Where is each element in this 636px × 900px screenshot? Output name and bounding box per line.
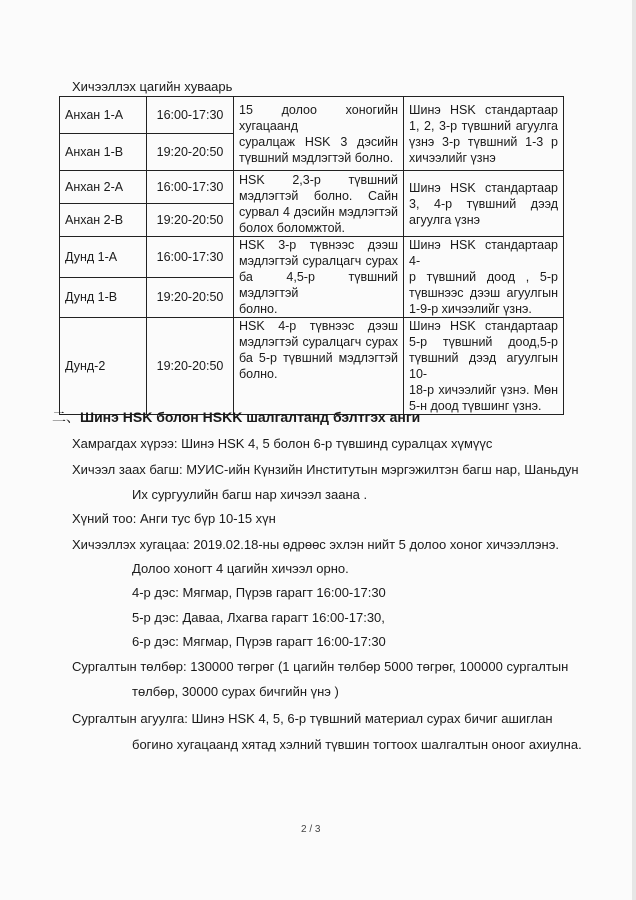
schedule-title: Хичээллэх цагийн хуваарь — [72, 79, 233, 94]
class-time: 16:00-17:30 — [147, 237, 234, 278]
level-6-schedule: 6-р дэс: Мягмар, Пүрэв гарагт 16:00-17:30 — [132, 634, 386, 649]
course-content: Шинэ HSK стандартаар 3, 4-р түвшний дээд агуулга үзнэ — [404, 171, 564, 237]
course-content: Шинэ HSK стандартаар 5-р түвшний доод,5-р түвшний дээд агуулгын 10- 18-р хичээлийг үзнэ. Мөн 5-н доод түвшинг үзнэ. — [404, 318, 564, 415]
class-name: Анхан 1-А — [60, 97, 147, 134]
table-row — [60, 237, 564, 278]
tuition-fee: Сургалтын төлбөр: 130000 төгрөг (1 цагийн төлбөр 5000 төгрөг, 100000 сургалтын — [72, 659, 569, 674]
class-time: 16:00-17:30 — [147, 97, 234, 134]
class-time: 19:20-20:50 — [147, 318, 234, 415]
section-title: Шинэ HSK болон HSKK шалгалтанд бэлтгэх анги — [80, 409, 421, 425]
class-time: 16:00-17:30 — [147, 171, 234, 204]
class-time: 19:20-20:50 — [147, 204, 234, 237]
table-row — [60, 318, 564, 415]
target-audience: Хамрагдах хүрээ: Шинэ HSK 4, 5 болон 6-р түвшинд суралцах хүмүүс — [72, 436, 493, 451]
level-5-schedule: 5-р дэс: Даваа, Лхагва гарагт 16:00-17:30, — [132, 610, 385, 625]
course-content: Шинэ HSK стандартаар 1, 2, 3-р түвшний агуулга үзнэ 3-р түвшний 1-3 р хичээлийг үзнэ — [404, 97, 564, 171]
course-duration: Хичээллэх хугацаа: 2019.02.18-ны өдрөөс эхлэн нийт 5 долоо хоног хичээллэнэ. — [72, 537, 559, 552]
schedule-table — [59, 96, 564, 415]
class-name: Анхан 2-А — [60, 171, 147, 204]
class-time: 19:20-20:50 — [147, 134, 234, 171]
class-time: 19:20-20:50 — [147, 277, 234, 318]
level-4-schedule: 4-р дэс: Мягмар, Пүрэв гарагт 16:00-17:30 — [132, 585, 386, 600]
section-number: 二、 — [52, 409, 80, 425]
level-description: HSK 3-р түвнээс дээш мэдлэгтэй суралцагч сурах ба 4,5-р түвшний мэдлэгтэй болно. — [234, 237, 404, 318]
course-content-line: Сургалтын агуулга: Шинэ HSK 4, 5, 6-р түвшний материал сурах бичиг ашиглан — [72, 711, 553, 726]
page-number: 2 / 3 — [301, 824, 321, 835]
course-content: Шинэ HSK стандартаар 4- р түвшний доод , 5-р түвшнээс дээш агуулгын 1-9-р хичээлийг үзнэ. — [404, 237, 564, 318]
level-description: 15 долоо хоногийн хугацаанд суралцаж HSK 3 дэсийн түвшний мэдлэгтэй болно. — [234, 97, 404, 171]
level-description: HSK 4-р түвнээс дээш мэдлэгтэй суралцагч сурах ба 5-р түвшний мэдлэгтэй болно. — [234, 318, 404, 415]
course-content-line-cont: богино хугацаанд хятад хэлний түвшин тогтоох шалгалтын оноог ахиулна. — [132, 737, 582, 752]
tuition-fee-cont: төлбөр, 30000 сурах бичгийн үнэ ) — [132, 684, 339, 699]
class-name: Анхан 1-В — [60, 134, 147, 171]
teachers-line: Хичээл заах багш: МУИС-ийн Күнзийн Институтын мэргэжилтэн багш нар, Шаньдун — [72, 462, 579, 477]
class-name: Дунд 1-А — [60, 237, 147, 278]
class-name: Дунд-2 — [60, 318, 147, 415]
page-edge — [632, 0, 636, 900]
level-description: HSK 2,3-р түвшний мэдлэгтэй болно. Сайн сурвал 4 дэсийн мэдлэгтэй болох боломжтой. — [234, 171, 404, 237]
weekly-hours: Долоо хоногт 4 цагийн хичээл орно. — [132, 561, 349, 576]
teachers-line-cont: Их сургуулийн багш нар хичээл заана . — [132, 487, 368, 502]
class-size: Хүний тоо: Анги тус бүр 10-15 хүн — [72, 511, 276, 526]
section-heading — [52, 407, 420, 427]
table-row — [60, 97, 564, 134]
class-name: Анхан 2-В — [60, 204, 147, 237]
table-row — [60, 171, 564, 204]
class-name: Дунд 1-В — [60, 277, 147, 318]
